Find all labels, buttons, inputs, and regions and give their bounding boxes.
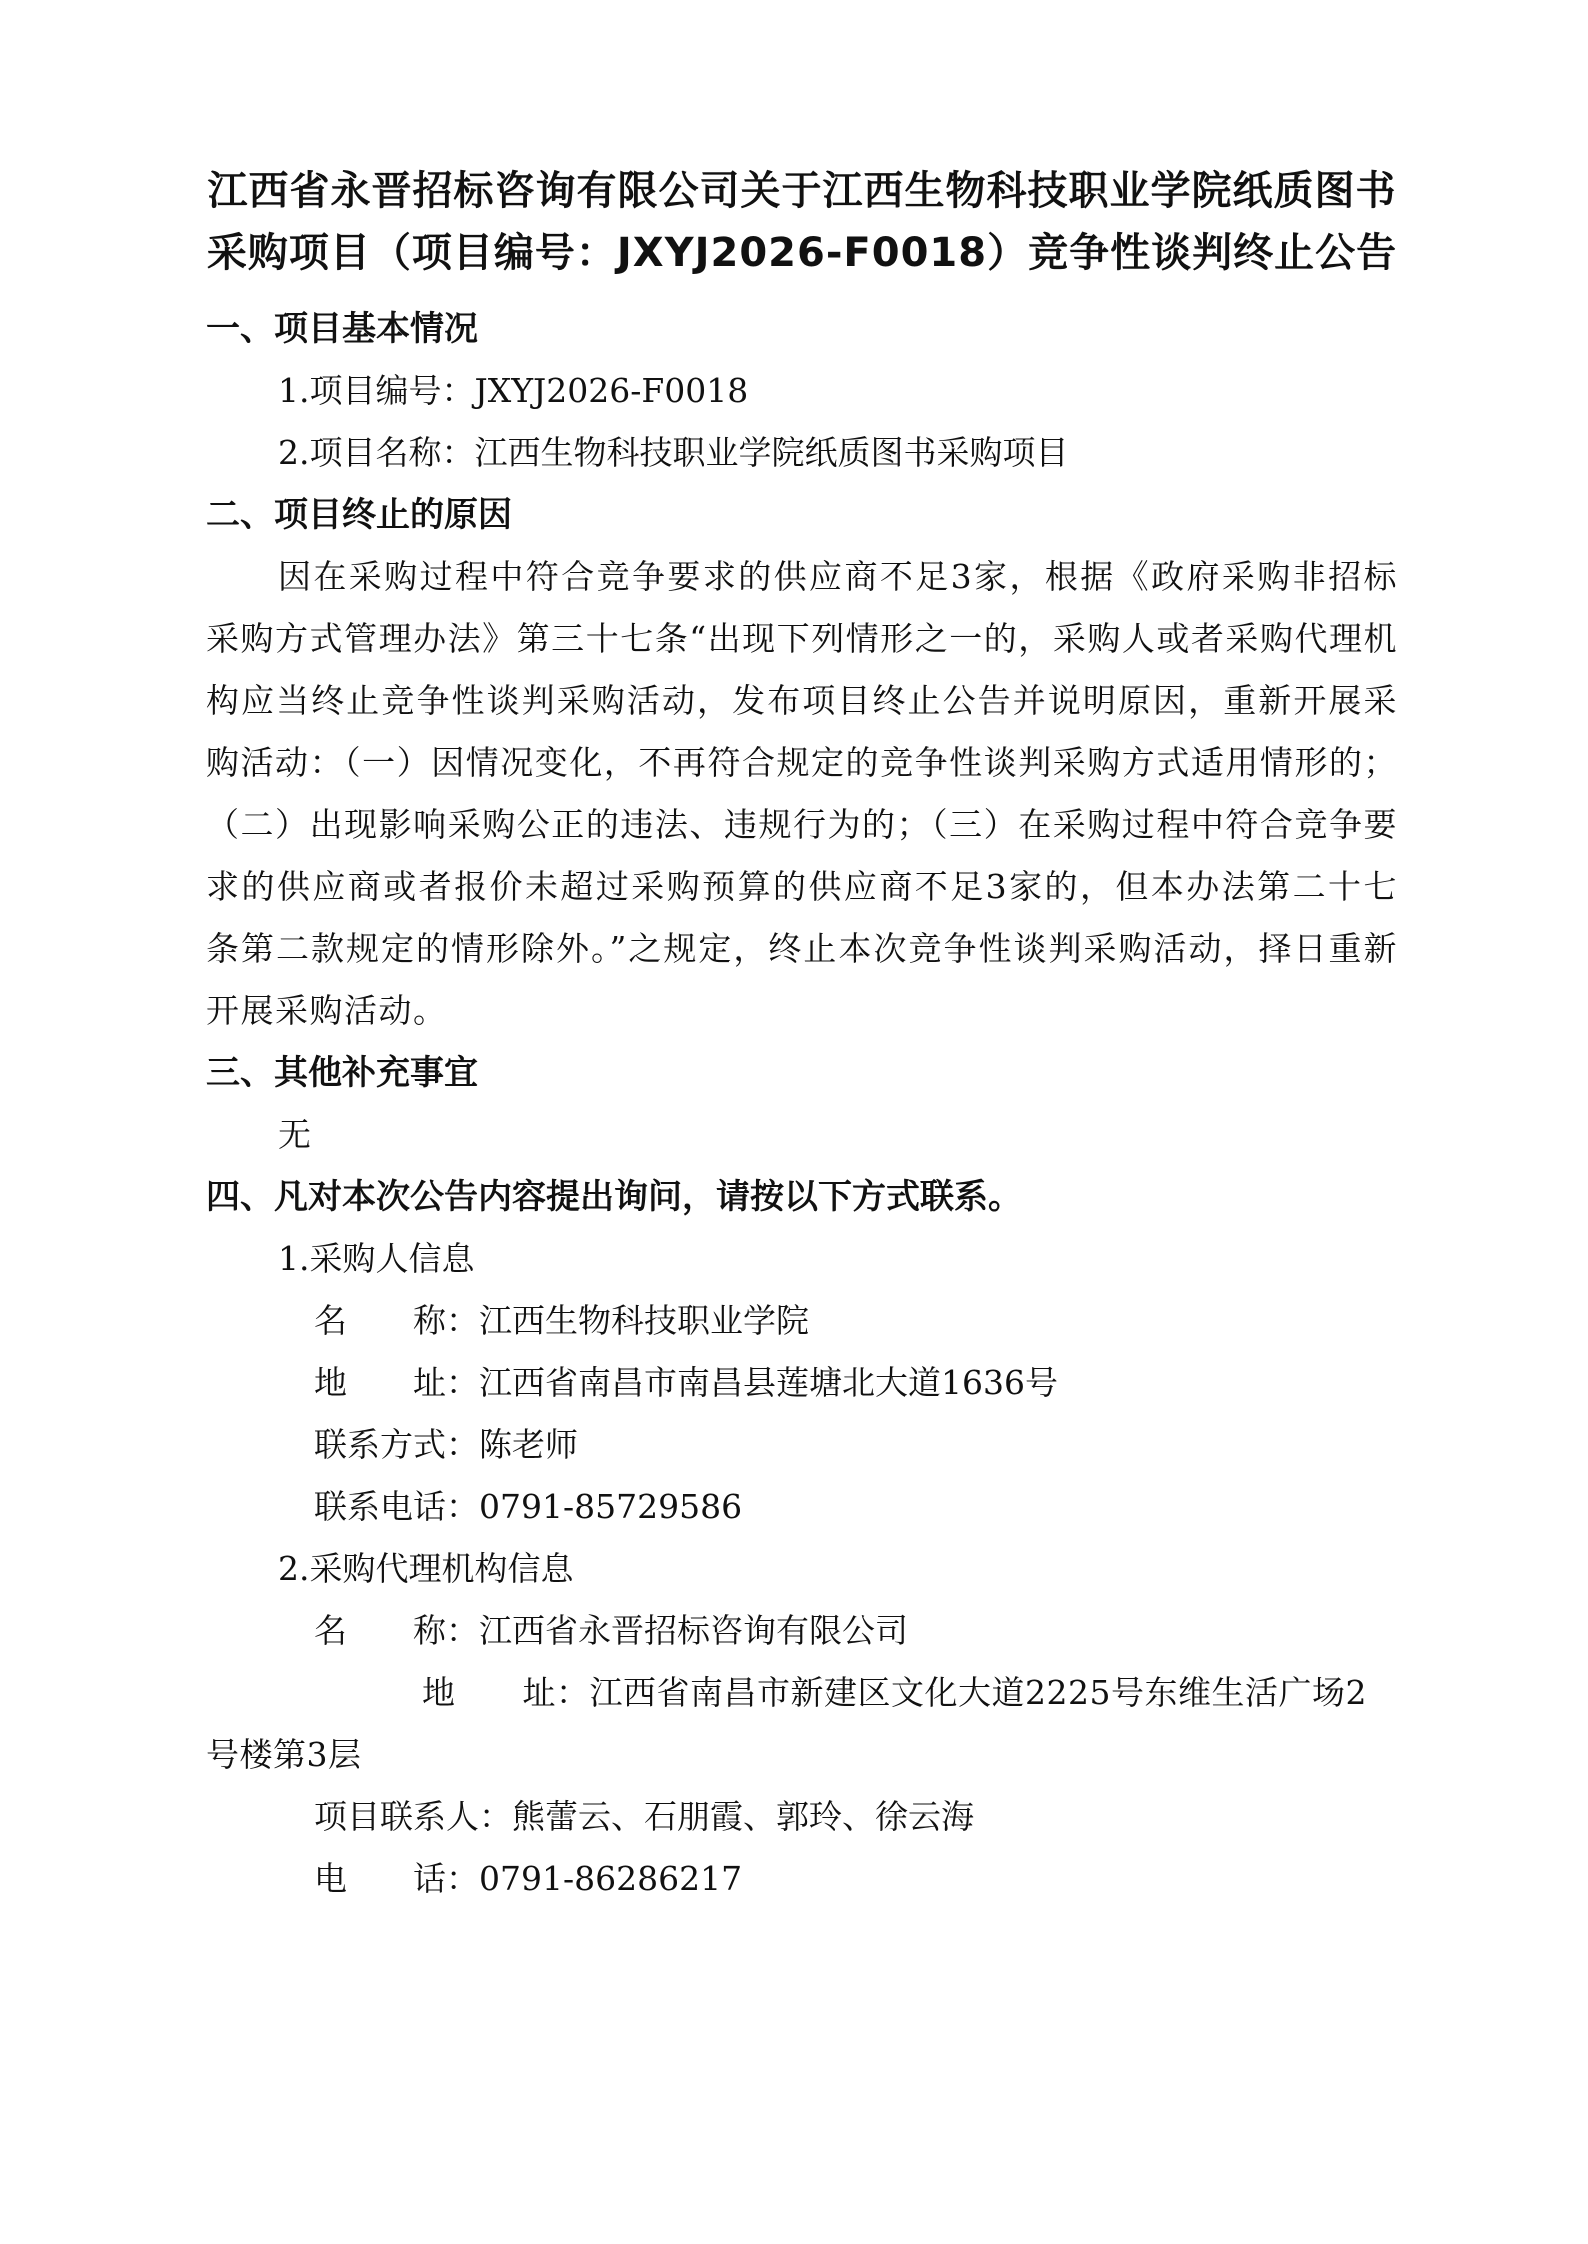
section-3-heading: 三、其他补充事宜 <box>206 1053 478 1093</box>
agency-contact-key: 项目联系人： <box>314 1797 512 1836</box>
purchaser-address-value: 江西省南昌市南昌县莲塘北大道1636号 <box>479 1363 1058 1402</box>
agency-contact-value: 熊蕾云、石朋霞、郭玲、徐云海 <box>512 1797 974 1836</box>
agency-phone-value: 0791-86286217 <box>479 1859 743 1898</box>
purchaser-contact-key: 联系方式： <box>314 1425 479 1464</box>
project-name: 2.项目名称：江西生物科技职业学院纸质图书采购项目 <box>278 433 1069 472</box>
purchaser-info-label: 1.采购人信息 <box>278 1239 475 1278</box>
purchaser-name-row <box>206 1290 1398 1352</box>
section-2-heading: 二、项目终止的原因 <box>206 495 512 535</box>
document-title: 江西省永晋招标咨询有限公司关于江西生物科技职业学院纸质图书采购项目（项目编号：JXYJ2026-F0018）竞争性谈判终止公告 <box>206 168 1398 276</box>
purchaser-name-value: 江西生物科技职业学院 <box>479 1301 809 1340</box>
purchaser-phone-value: 0791-85729586 <box>479 1487 743 1526</box>
supplementary-matters-text: 无 <box>278 1115 311 1154</box>
termination-reason-paragraph: 因在采购过程中符合竞争要求的供应商不足3家，根据《政府采购非招标采购方式管理办法》第三十七条“出现下列情形之一的，采购人或者采购代理机构应当终止竞争性谈判采购活动，发布项目终止公告并说明原因，重新开展采购活动：（一）因情况变化，不再符合规定的竞争性谈判采购方式适用情形的；（二）出现影响采购公正的违法、违规行为的；（三）在采购过程中符合竞争要求的供应商或者报价未超过采购预算的供应商不足3家的，但本办法第二十七条第二款规定的情形除外。”之规定，终止本次竞争性谈判采购活动，择日重新开展采购活动。 <box>206 557 1398 1030</box>
purchaser-address-row <box>206 1352 1398 1414</box>
purchaser-name-key: 名 称： <box>314 1301 479 1340</box>
agency-name-key: 名 称： <box>314 1611 479 1650</box>
purchaser-phone-key: 联系电话： <box>314 1487 479 1526</box>
purchaser-contact-row <box>206 1414 1398 1476</box>
agency-address-value: 江西省南昌市新建区文化大道2225号东维生活广场2号楼第3层 <box>206 1673 1367 1774</box>
agency-phone-key: 电 话： <box>314 1859 479 1898</box>
agency-name-row <box>206 1600 1398 1662</box>
announcement-page <box>206 160 1398 1910</box>
section-1-heading: 一、项目基本情况 <box>206 309 478 349</box>
purchaser-contact-value: 陈老师 <box>479 1425 578 1464</box>
agency-info-label: 2.采购代理机构信息 <box>278 1549 574 1588</box>
agency-contact-row <box>206 1786 1398 1848</box>
purchaser-phone-row <box>206 1476 1398 1538</box>
section-4-heading: 四、凡对本次公告内容提出询问，请按以下方式联系。 <box>206 1177 1022 1217</box>
agency-address-key: 地 址： <box>422 1673 590 1712</box>
agency-phone-row <box>206 1848 1398 1910</box>
agency-name-value: 江西省永晋招标咨询有限公司 <box>479 1611 908 1650</box>
project-number: 1.项目编号：JXYJ2026-F0018 <box>278 371 749 410</box>
purchaser-address-key: 地 址： <box>314 1363 479 1402</box>
agency-address-row <box>206 1662 1398 1786</box>
